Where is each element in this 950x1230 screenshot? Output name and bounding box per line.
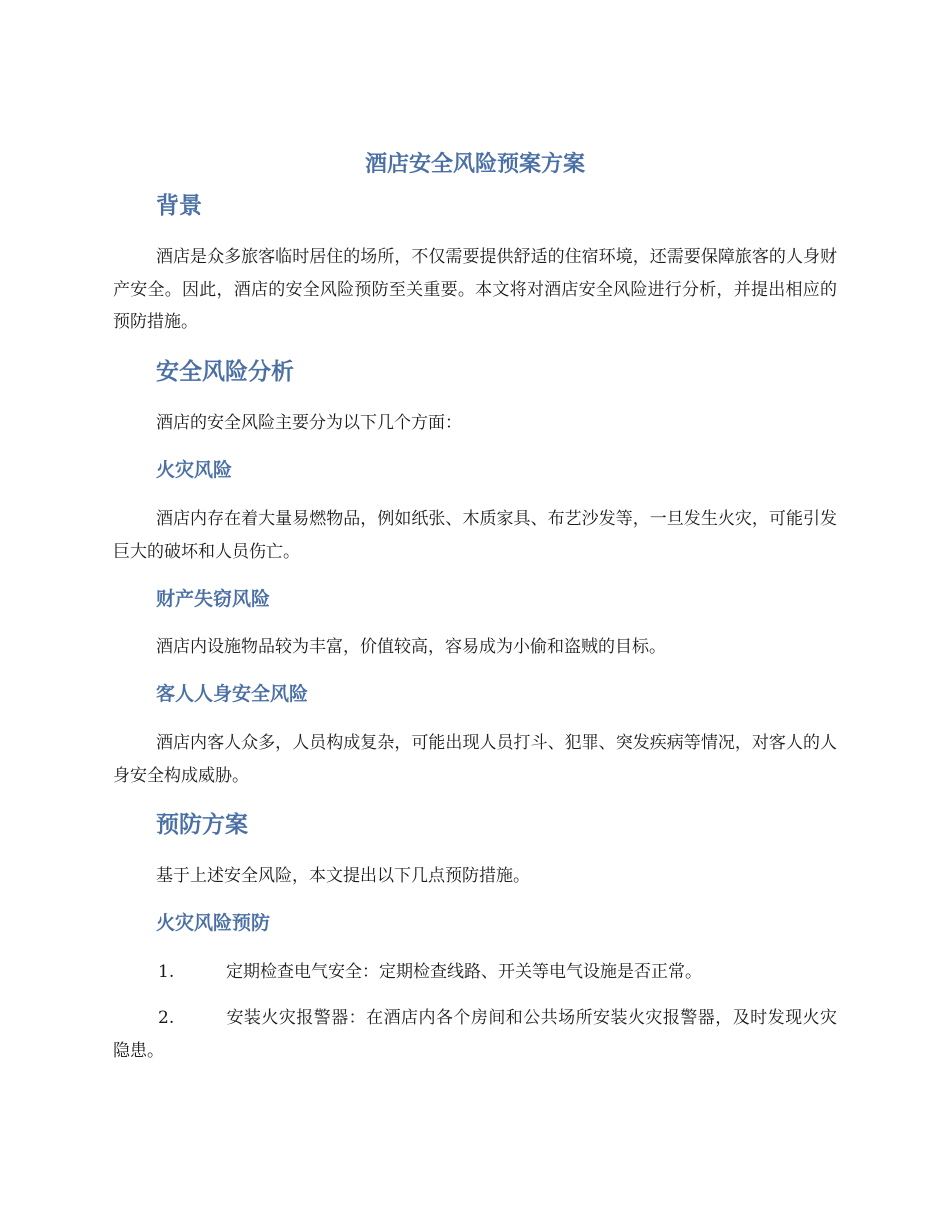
heading-fire-risk: 火灾风险	[156, 459, 233, 481]
list-item-text: 定期检查电气安全：定期检查线路、开关等电气设施是否正常。	[226, 962, 702, 982]
paragraph-fire-risk: 酒店内存在着大量易燃物品，例如纸张、木质家具、布艺沙发等，一旦发生火灾，可能引发巨大的破坏和人员伤亡。	[113, 509, 837, 562]
list-item-number: 1.	[158, 962, 175, 982]
list-item-text: 安装火灾报警器：在酒店内各个房间和公共场所安装火灾报警器，及时发现火灾隐患。	[113, 1008, 837, 1061]
heading-risk-analysis: 安全风险分析	[156, 359, 294, 385]
document-title: 酒店安全风险预案方案	[364, 152, 585, 177]
paragraph-analysis-intro: 酒店的安全风险主要分为以下几个方面：	[156, 413, 462, 433]
heading-theft-risk: 财产失窃风险	[156, 588, 271, 610]
heading-prevention-plan: 预防方案	[156, 812, 248, 838]
paragraph-theft-risk: 酒店内设施物品较为丰富，价值较高，容易成为小偷和盗贼的目标。	[156, 637, 666, 657]
paragraph-prevention-intro: 基于上述安全风险，本文提出以下几点预防措施。	[156, 866, 530, 886]
heading-background: 背景	[156, 193, 202, 219]
list-item	[113, 956, 837, 989]
list-item-number: 2.	[158, 1008, 175, 1028]
paragraph-personal-safety-risk: 酒店内客人众多，人员构成复杂，可能出现人员打斗、犯罪、突发疾病等情况，对客人的人身安全构成威胁。	[113, 733, 837, 786]
list-item	[113, 1002, 837, 1067]
paragraph-background: 酒店是众多旅客临时居住的场所，不仅需要提供舒适的住宿环境，还需要保障旅客的人身财产安全。因此，酒店的安全风险预防至关重要。本文将对酒店安全风险进行分析，并提出相应的预防措施。	[113, 247, 837, 332]
heading-personal-safety-risk: 客人人身安全风险	[156, 683, 309, 705]
heading-fire-prevention: 火灾风险预防	[156, 912, 271, 934]
